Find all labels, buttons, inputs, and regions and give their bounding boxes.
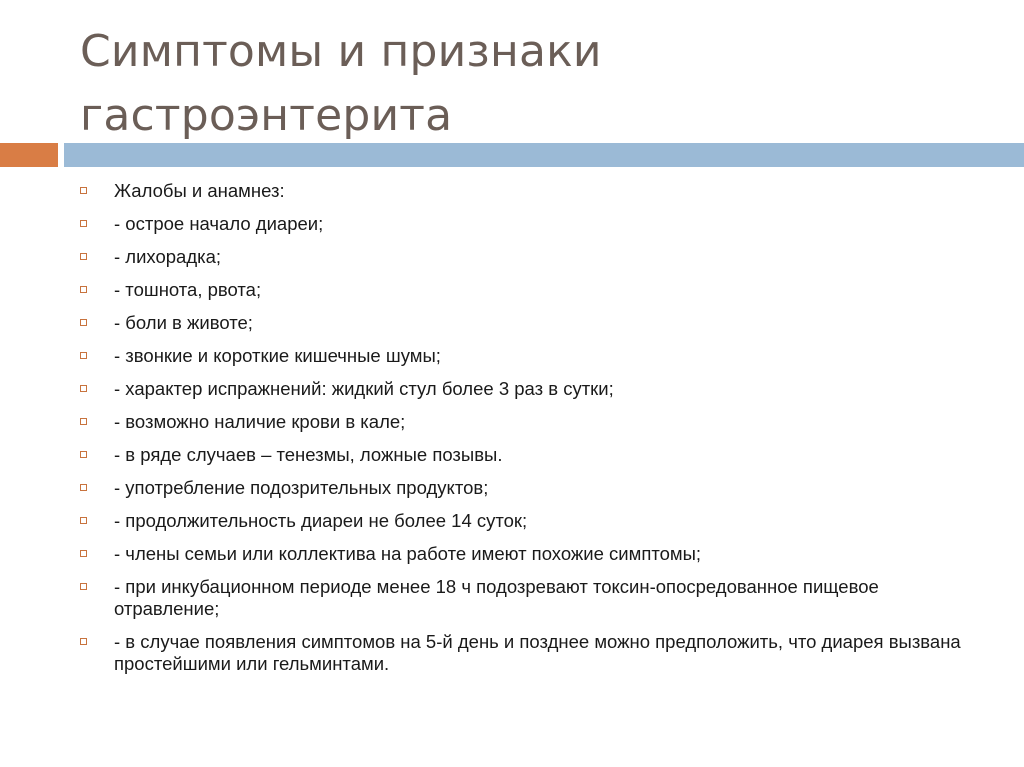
list-item [78,378,978,400]
list-item-text: - члены семьи или коллектива на работе имеют похожие симптомы; [114,543,702,564]
list-item-text: - возможно наличие крови в кале; [114,411,406,432]
list-item-text: - в случае появления симптомов на 5-й день и позднее можно предположить, что диарея вызвана простейшими или гельминтами. [114,631,961,674]
list-item [78,543,978,565]
accent-bar [0,143,58,167]
square-bullet-icon [80,517,87,524]
symptom-list [78,180,978,686]
square-bullet-icon [80,187,87,194]
list-item [78,180,978,202]
list-item-text: - звонкие и короткие кишечные шумы; [114,345,441,366]
list-item-text: - лихорадка; [114,246,222,267]
square-bullet-icon [80,418,87,425]
list-item [78,631,978,675]
square-bullet-icon [80,286,87,293]
list-item-text: - характер испражнений: жидкий стул более 3 раз в сутки; [114,378,614,399]
list-item-text: Жалобы и анамнез: [114,180,285,201]
list-item [78,279,978,301]
list-item [78,576,978,620]
list-item [78,510,978,532]
slide-title [80,20,960,148]
square-bullet-icon [80,550,87,557]
list-item-text: - при инкубационном периоде менее 18 ч подозревают токсин-опосредованное пищевое отравление; [114,576,879,619]
list-item-text: - острое начало диареи; [114,213,324,234]
square-bullet-icon [80,253,87,260]
list-item [78,444,978,466]
square-bullet-icon [80,385,87,392]
square-bullet-icon [80,451,87,458]
title-line-1: Симптомы и признаки [80,26,602,77]
title-line-2: гастроэнтерита [80,90,453,141]
list-item-text: - боли в животе; [114,312,253,333]
square-bullet-icon [80,319,87,326]
square-bullet-icon [80,220,87,227]
list-item-text: - продолжительность диареи не более 14 суток; [114,510,528,531]
list-item [78,312,978,334]
list-item-text: - тошнота, рвота; [114,279,262,300]
list-item [78,411,978,433]
list-item-text: - в ряде случаев – тенезмы, ложные позывы. [114,444,503,465]
square-bullet-icon [80,352,87,359]
list-item [78,345,978,367]
square-bullet-icon [80,638,87,645]
square-bullet-icon [80,484,87,491]
list-item [78,213,978,235]
list-item [78,477,978,499]
list-item-text: - употребление подозрительных продуктов; [114,477,489,498]
header-bar [64,143,1024,167]
list-item [78,246,978,268]
square-bullet-icon [80,583,87,590]
